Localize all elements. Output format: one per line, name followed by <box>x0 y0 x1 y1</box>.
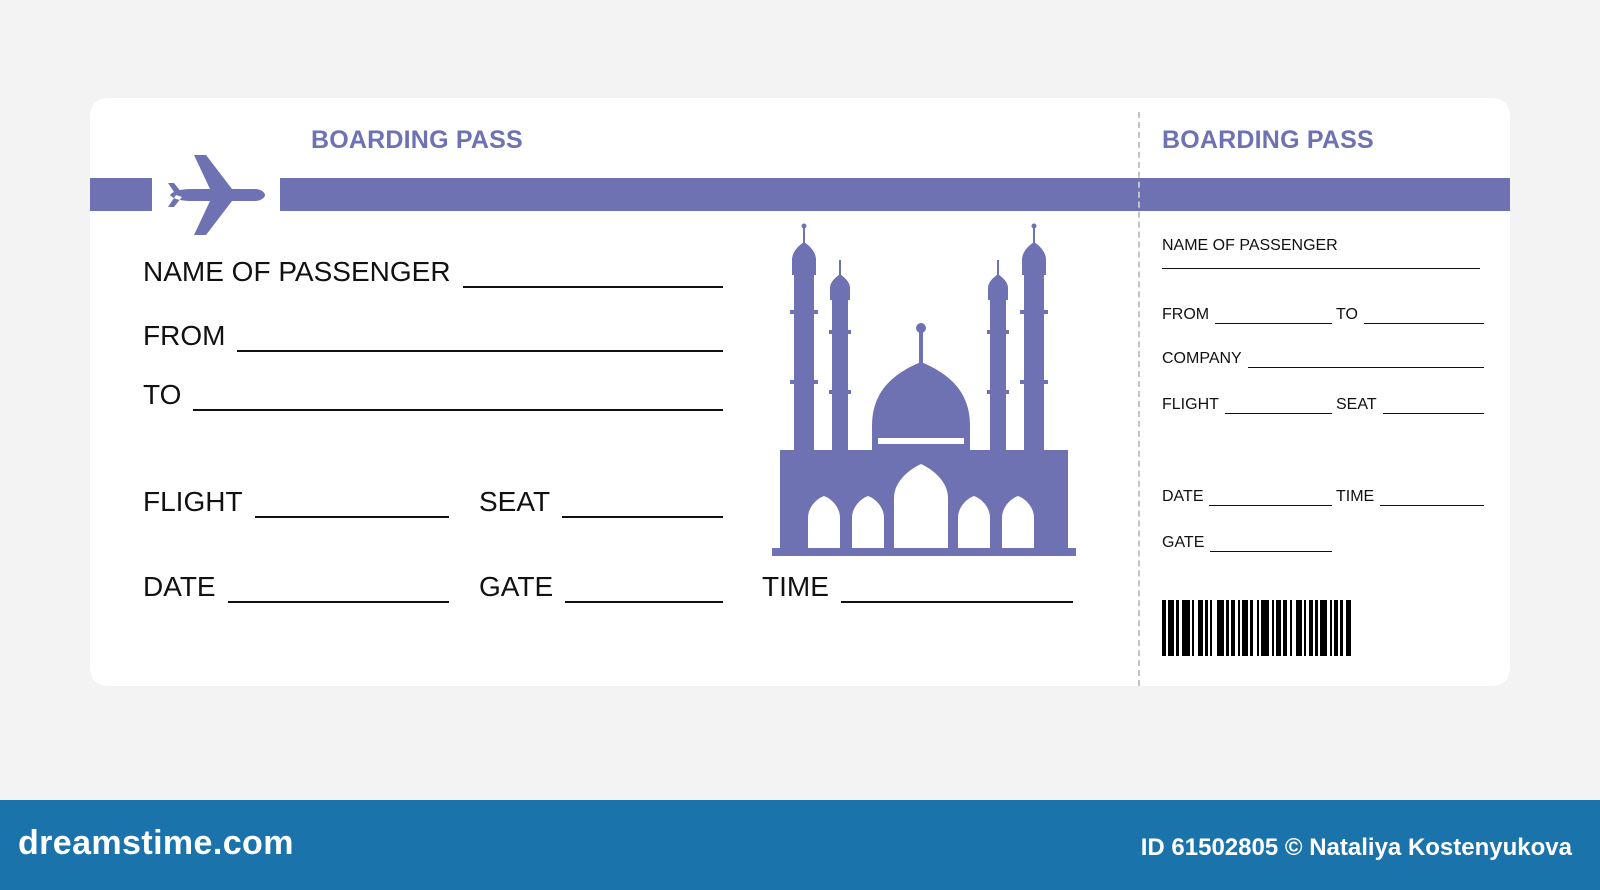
stub-passenger-name-label: NAME OF PASSENGER <box>1162 237 1338 254</box>
stub-date-label: DATE <box>1162 488 1204 505</box>
perforation-line <box>1138 112 1140 686</box>
flight-field[interactable] <box>143 484 449 518</box>
stub-seat-line[interactable] <box>1383 413 1484 414</box>
accent-band-main <box>280 178 1328 211</box>
time-field[interactable] <box>762 569 1073 603</box>
barcode-bar <box>1217 600 1224 656</box>
stub-passenger-name-line[interactable] <box>1162 268 1480 269</box>
stub-flight-field[interactable] <box>1162 392 1332 414</box>
gate-line[interactable] <box>565 601 723 603</box>
stub-company-field[interactable] <box>1162 346 1484 368</box>
stub-passenger-name-field[interactable] <box>1162 238 1480 274</box>
time-line[interactable] <box>841 601 1073 603</box>
stub-from-label: FROM <box>1162 306 1210 323</box>
stub-flight-label: FLIGHT <box>1162 396 1219 413</box>
date-label: DATE <box>143 571 216 602</box>
footer-bar <box>0 800 1600 890</box>
boarding-pass <box>90 98 1510 686</box>
to-line[interactable] <box>193 409 723 411</box>
gate-label: GATE <box>479 571 554 602</box>
main-title: BOARDING PASS <box>311 126 523 154</box>
barcode-bar <box>1351 600 1353 656</box>
stub-to-line[interactable] <box>1364 323 1484 324</box>
passenger-name-line[interactable] <box>463 286 723 288</box>
to-label: TO <box>143 379 182 410</box>
stub-company-label: COMPANY <box>1162 350 1242 367</box>
seat-label: SEAT <box>479 486 551 517</box>
date-field[interactable] <box>143 569 449 603</box>
accent-band-stub <box>1232 178 1510 211</box>
from-field[interactable] <box>143 318 723 352</box>
stub-time-field[interactable] <box>1336 484 1484 506</box>
accent-band-left <box>90 178 152 211</box>
image-credit: ID 61502805 © Nataliya Kostenyukova <box>1140 834 1572 861</box>
stub-flight-line[interactable] <box>1225 413 1332 414</box>
stub-time-line[interactable] <box>1380 505 1484 506</box>
stub-seat-field[interactable] <box>1336 392 1484 414</box>
stub-gate-field[interactable] <box>1162 530 1332 552</box>
seat-line[interactable] <box>562 516 723 518</box>
barcode-bar <box>1320 600 1327 656</box>
passenger-name-field[interactable] <box>143 254 723 288</box>
stub-from-line[interactable] <box>1215 323 1332 324</box>
barcode-bar <box>1182 600 1190 656</box>
airplane-icon <box>166 153 266 237</box>
mosque-icon <box>772 220 1082 565</box>
brand-logo: dreamstime.com <box>18 824 294 862</box>
stub-date-field[interactable] <box>1162 484 1332 506</box>
stub-time-label: TIME <box>1336 488 1375 505</box>
stub-company-line[interactable] <box>1248 367 1484 368</box>
to-field[interactable] <box>143 377 723 411</box>
stub-title: BOARDING PASS <box>1162 126 1374 154</box>
from-label: FROM <box>143 320 226 351</box>
seat-field[interactable] <box>479 484 723 518</box>
stub-to-field[interactable] <box>1336 302 1484 324</box>
stub-gate-line[interactable] <box>1210 551 1332 552</box>
gate-field[interactable] <box>479 569 723 603</box>
stub-date-line[interactable] <box>1209 505 1332 506</box>
barcode-bar <box>1261 600 1269 656</box>
from-line[interactable] <box>237 350 723 352</box>
barcode-icon <box>1162 600 1484 656</box>
passenger-name-label: NAME OF PASSENGER <box>143 256 451 287</box>
stub-seat-label: SEAT <box>1336 396 1377 413</box>
flight-label: FLIGHT <box>143 486 243 517</box>
date-line[interactable] <box>228 601 449 603</box>
time-label: TIME <box>762 571 829 602</box>
stub-to-label: TO <box>1336 306 1358 323</box>
stub-gate-label: GATE <box>1162 534 1205 551</box>
stub-from-field[interactable] <box>1162 302 1332 324</box>
flight-line[interactable] <box>255 516 449 518</box>
